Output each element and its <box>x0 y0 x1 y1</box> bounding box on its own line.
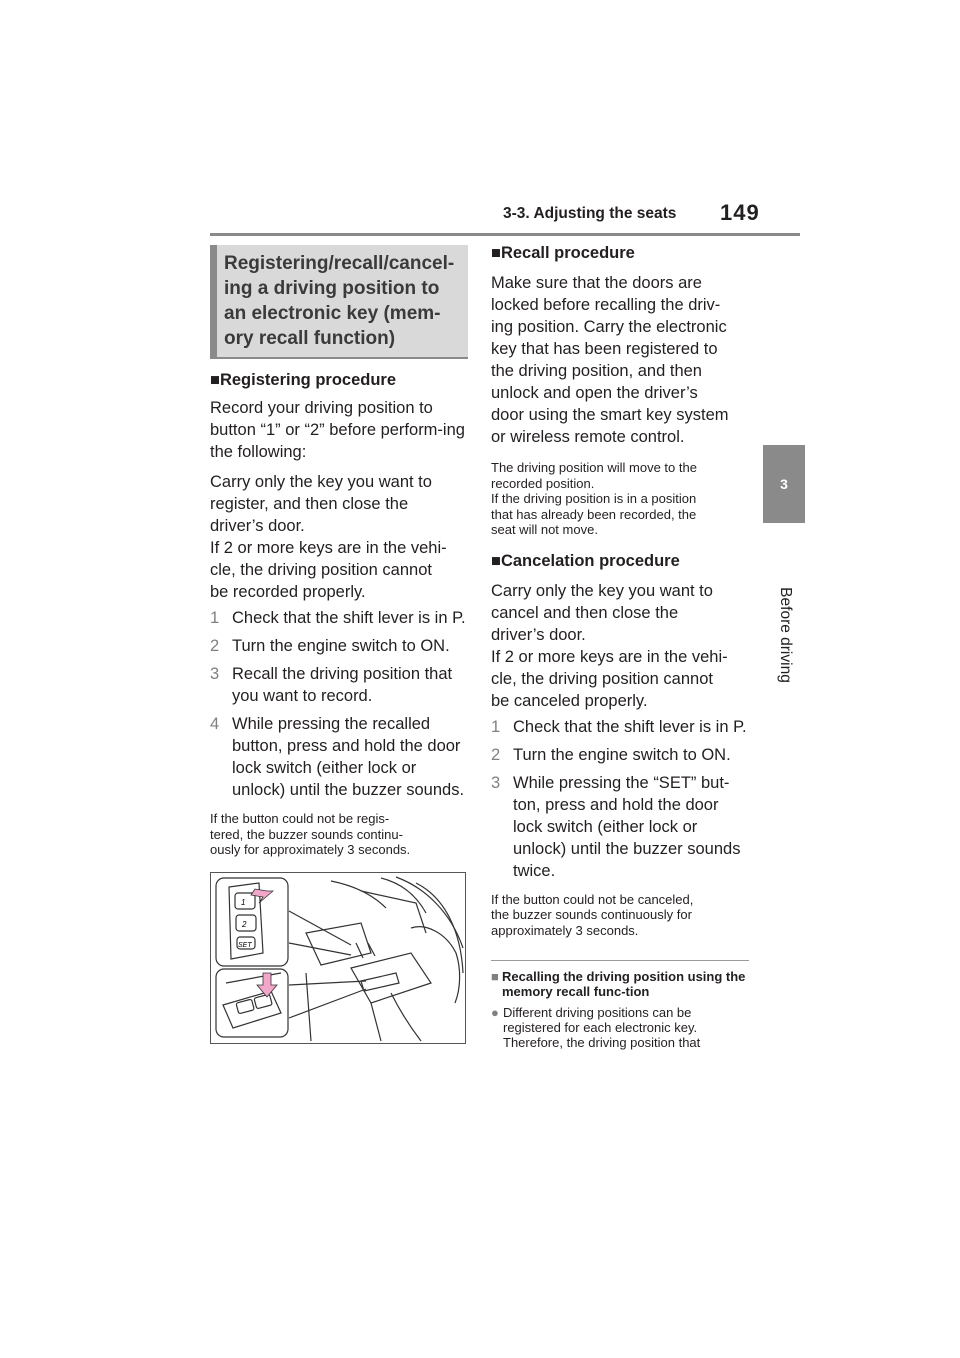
circle-bullet-icon: ● <box>491 1005 499 1020</box>
chapter-label <box>760 555 810 715</box>
right-column <box>491 242 749 1050</box>
register-para <box>210 471 468 603</box>
note-line: If the button could not be canceled, <box>491 891 694 907</box>
para-line: door using the smart key system <box>491 406 729 424</box>
left-column <box>210 245 468 1044</box>
register-intro: Record your driving position to button “1” or “2” before perform-ing the following: <box>210 399 465 461</box>
section-title-box <box>210 245 468 359</box>
para-line: Make sure that the doors are <box>491 274 702 292</box>
memo-bullet <box>491 1005 749 1050</box>
page-number: 149 <box>720 200 760 225</box>
step-text: While pressing the “SET” but-ton, press and hold the door lock switch (either lock or unlock) until the buzzer sounds twice. <box>513 773 741 880</box>
header-rule <box>210 233 800 236</box>
recall-heading-text: Recall procedure <box>500 244 635 262</box>
note-line: If the driving position is in a position <box>491 491 697 506</box>
memo-heading <box>491 969 749 999</box>
para-line: cancel and then close the <box>491 603 679 622</box>
para-line: If 2 or more keys are in the vehi- <box>210 539 447 557</box>
step-item <box>210 713 468 801</box>
square-bullet-icon: ■ <box>491 551 501 570</box>
step-item <box>491 716 749 738</box>
cancel-note <box>491 892 749 939</box>
para-line: driver’s door. <box>210 517 305 535</box>
title-line: Registering/recall/cancel- <box>224 253 455 274</box>
para-line: cle, the driving position cannot <box>210 561 432 579</box>
para-line: be canceled properly. <box>491 691 648 710</box>
button-2-label: 2 <box>242 919 247 929</box>
note-line: If the button could not be regis- <box>210 811 390 826</box>
para-line: cle, the driving position cannot <box>491 669 713 688</box>
square-bullet-icon: ■ <box>210 371 220 389</box>
step-number: 1 <box>491 717 501 736</box>
note-line: the buzzer sounds continuously for <box>491 907 692 922</box>
chapter-number: 3 <box>780 476 788 492</box>
square-bullet-icon: ■ <box>491 969 499 984</box>
memory-switch-illustration <box>210 872 466 1044</box>
para-line: Carry only the key you want to <box>491 581 713 600</box>
para-line: Carry only the key you want to <box>210 473 432 491</box>
step-item <box>210 635 468 657</box>
square-bullet-icon: ■ <box>491 244 501 262</box>
title-line: ing a driving position to <box>224 278 440 299</box>
para-line: unlock and open the driver’s <box>491 384 698 402</box>
register-note <box>210 811 468 858</box>
title-line: an electronic key (mem- <box>224 303 441 324</box>
note-line: ously for approximately 3 seconds. <box>210 842 411 857</box>
dashboard-door-illustration <box>211 873 464 1042</box>
step-text: Recall the driving position that you want to record. <box>232 665 453 705</box>
step-number: 2 <box>210 637 220 655</box>
note-line: approximately 3 seconds. <box>491 922 639 938</box>
step-number: 1 <box>210 609 220 627</box>
para-line: or wireless remote control. <box>491 428 685 446</box>
step-text: Check that the shift lever is in P. <box>513 717 747 736</box>
note-line: that has already been recorded, the <box>491 506 697 522</box>
note-line: recorded position. <box>491 475 595 491</box>
set-button-label: SET <box>238 941 252 949</box>
para-line: locked before recalling the driv- <box>491 296 721 314</box>
note-line: tered, the buzzer sounds continu- <box>210 826 403 842</box>
step-number: 4 <box>210 715 220 733</box>
para-line: key that has been registered to <box>491 340 718 358</box>
step-item <box>210 663 468 707</box>
cancel-para <box>491 580 749 712</box>
title-line: ory recall function) <box>224 328 396 349</box>
step-text: Check that the shift lever is in P. <box>232 609 466 627</box>
para-line: ing position. Carry the electronic <box>491 318 727 336</box>
cancel-heading-text: Cancelation procedure <box>500 551 680 570</box>
button-1-label: 1 <box>241 897 246 907</box>
register-heading-text: Registering procedure <box>219 371 397 389</box>
note-divider <box>491 960 749 961</box>
step-item <box>491 744 749 766</box>
recall-heading <box>491 242 749 264</box>
note-line: The driving position will move to the <box>491 460 697 475</box>
para-line: driver’s door. <box>491 625 586 644</box>
memo-bullet-text: Different driving positions can be registered for each electronic key. Therefore, the driving position that <box>503 1005 701 1050</box>
para-line: register, and then close the <box>210 495 409 513</box>
step-number: 3 <box>210 665 220 683</box>
step-number: 3 <box>491 773 501 792</box>
step-item <box>210 607 468 629</box>
step-text: Turn the engine switch to ON. <box>513 745 731 764</box>
step-number: 2 <box>491 745 501 764</box>
cancel-heading <box>491 550 749 572</box>
section-header: 3-3. Adjusting the seats <box>503 205 677 222</box>
para-line: If 2 or more keys are in the vehi- <box>491 647 728 666</box>
step-item <box>491 772 749 882</box>
step-text: Turn the engine switch to ON. <box>232 637 450 655</box>
recall-para <box>491 272 749 448</box>
chapter-tab <box>763 445 805 523</box>
step-text: While pressing the recalled button, press and hold the door lock switch (either lock or unlock) until the buzzer sounds. <box>232 715 465 799</box>
note-line: seat will not move. <box>491 522 598 537</box>
chapter-title: Before driving <box>777 587 794 683</box>
memo-heading-text: Recalling the driving position using the memory recall func-tion <box>502 969 746 999</box>
register-heading <box>210 369 468 391</box>
para-line: the driving position, and then <box>491 362 702 380</box>
recall-note <box>491 460 749 538</box>
para-line: be recorded properly. <box>210 583 366 601</box>
